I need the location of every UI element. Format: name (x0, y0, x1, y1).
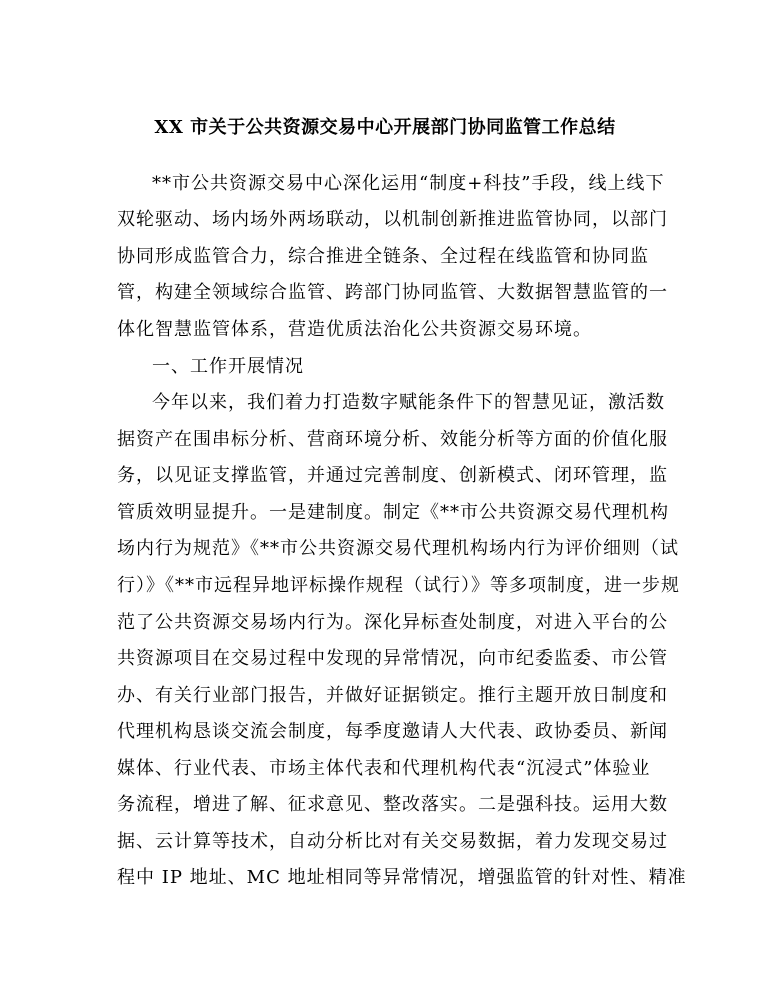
body-line: 行）》《**市远程异地评标操作规程（试行）》等多项制度，进一步规 (117, 575, 680, 596)
body-line: 场内行为规范》《**市公共资源交易代理机构场内行为评价细则（试 (117, 538, 679, 559)
intro-line: **市公共资源交易中心深化运用“制度+科技”手段，线上线下 (152, 173, 665, 194)
body-line: 范了公共资源交易场内行为。深化异标查处制度，对进入平台的公 (117, 612, 668, 633)
body-line: 据资产在围串标分析、营商环境分析、效能分析等方面的价值化服 (117, 429, 668, 450)
intro-line: 体化智慧监管体系，营造优质法治化公共资源交易环境。 (117, 319, 592, 340)
body-line: 今年以来，我们着力打造数字赋能条件下的智慧见证，激活数 (152, 392, 665, 413)
body-line: 管质效明显提升。一是建制度。制定《**市公共资源交易代理机构 (117, 502, 669, 523)
body-line: 据、云计算等技术，自动分析比对有关交易数据，着力发现交易过 (117, 831, 668, 852)
intro-line: 协同形成监管合力，综合推进全链条、全过程在线监管和协同监 (117, 246, 649, 267)
body-line: 务，以见证支撑监管，并通过完善制度、创新模式、闭环管理，监 (117, 465, 668, 486)
intro-line: 双轮驱动、场内场外两场联动，以机制创新推进监管协同，以部门 (117, 209, 668, 230)
body-line: 代理机构恳谈交流会制度，每季度邀请人大代表、政协委员、新闻 (117, 721, 668, 742)
intro-line: 管，构建全领域综合监管、跨部门协同监管、大数据智慧监管的一 (117, 282, 668, 303)
body-line: 程中 IP 地址、MC 地址相同等异常情况，增强监管的针对性、精准 (117, 867, 687, 888)
document-title: XX 市关于公共资源交易中心开展部门协同监管工作总结 (154, 117, 616, 138)
section-heading: 一、工作开展情况 (152, 356, 304, 377)
body-line: 共资源项目在交易过程中发现的异常情况，向市纪委监委、市公管 (117, 648, 668, 669)
body-line: 务流程，增进了解、征求意见、整改落实。二是强科技。运用大数 (117, 794, 668, 815)
body-line: 媒体、行业代表、市场主体代表和代理机构代表“沉浸式”体验业 (117, 758, 651, 779)
body-line: 办、有关行业部门报告，并做好证据锁定。推行主题开放日制度和 (117, 685, 668, 706)
